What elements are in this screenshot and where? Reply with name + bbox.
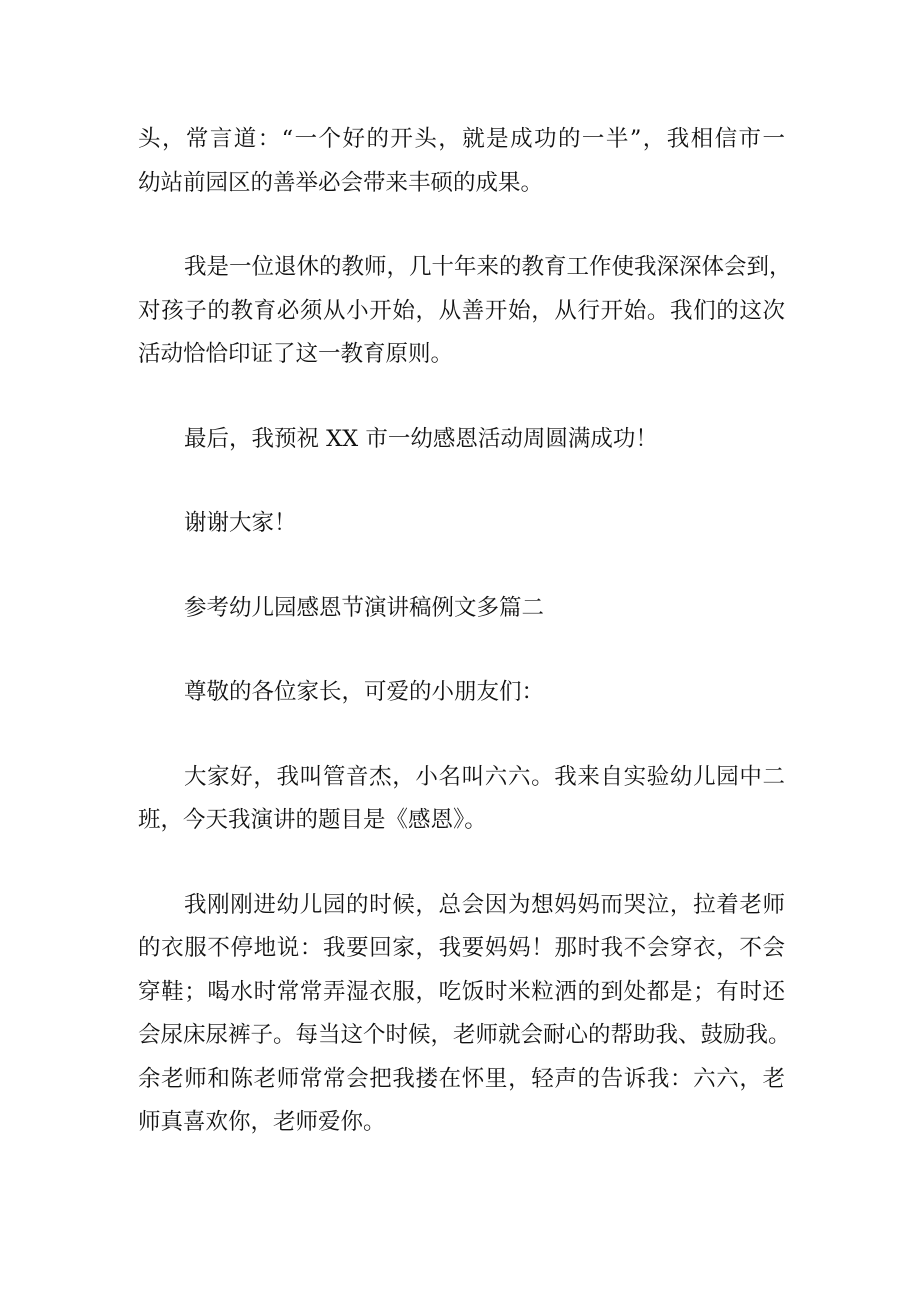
paragraph bbox=[138, 756, 785, 843]
paragraph-line: 余老师和陈老师常常会把我搂在怀里，轻声的告诉我：六六，老 bbox=[138, 1065, 785, 1092]
paragraph-line: 谢谢大家！ bbox=[184, 510, 297, 536]
paragraph bbox=[138, 502, 785, 546]
paragraph-line: 对孩子的教育必须从小开始，从善开始，从行开始。我们的这次 bbox=[138, 297, 785, 324]
paragraph-line: 我是一位退休的教师，几十年来的教育工作使我深深体会到， bbox=[184, 254, 792, 280]
paragraph-line: 活动恰恰印证了这一教育原则。 bbox=[138, 341, 454, 367]
paragraph-line: 我刚刚进幼儿园的时候，总会因为想妈妈而哭泣，拉着老师 bbox=[184, 891, 785, 918]
paragraph-line: 大家好，我叫管音杰，小名叫六六。我来自实验幼儿园中二 bbox=[184, 763, 785, 790]
paragraph-line: 穿鞋；喝水时常常弄湿衣服，吃饭时米粒洒的到处都是；有时还 bbox=[138, 978, 785, 1005]
paragraph-line: 班，今天我演讲的题目是《感恩》。 bbox=[138, 807, 487, 833]
paragraph bbox=[138, 246, 792, 377]
paragraph bbox=[138, 884, 791, 1145]
paragraph-line: 最后，我预祝 XX 市一幼感恩活动周圆满成功！ bbox=[184, 425, 658, 452]
paragraph-line: 尊敬的各位家长，可爱的小朋友们： bbox=[184, 679, 545, 705]
section-heading bbox=[138, 587, 785, 631]
document-body bbox=[138, 118, 792, 1186]
paragraph-line: 会尿床尿裤子。每当这个时候，老师就会耐心的帮助我、鼓励我。 bbox=[138, 1022, 791, 1048]
paragraph-line: 头，常言道：“一个好的开头，就是成功的一半”，我相信市一 bbox=[138, 126, 785, 152]
heading-line: 参考幼儿园感恩节演讲稿例文多篇二 bbox=[184, 594, 545, 621]
paragraph bbox=[138, 418, 785, 462]
paragraph-line: 幼站前园区的善举必会带来丰硕的成果。 bbox=[138, 169, 544, 196]
paragraph-line: 的衣服不停地说：我要回家，我要妈妈！那时我不会穿衣，不会 bbox=[138, 935, 785, 961]
paragraph-line: 师真喜欢你，老师爱你。 bbox=[138, 1109, 386, 1135]
salutation bbox=[138, 671, 785, 715]
paragraph-continued bbox=[138, 118, 785, 205]
